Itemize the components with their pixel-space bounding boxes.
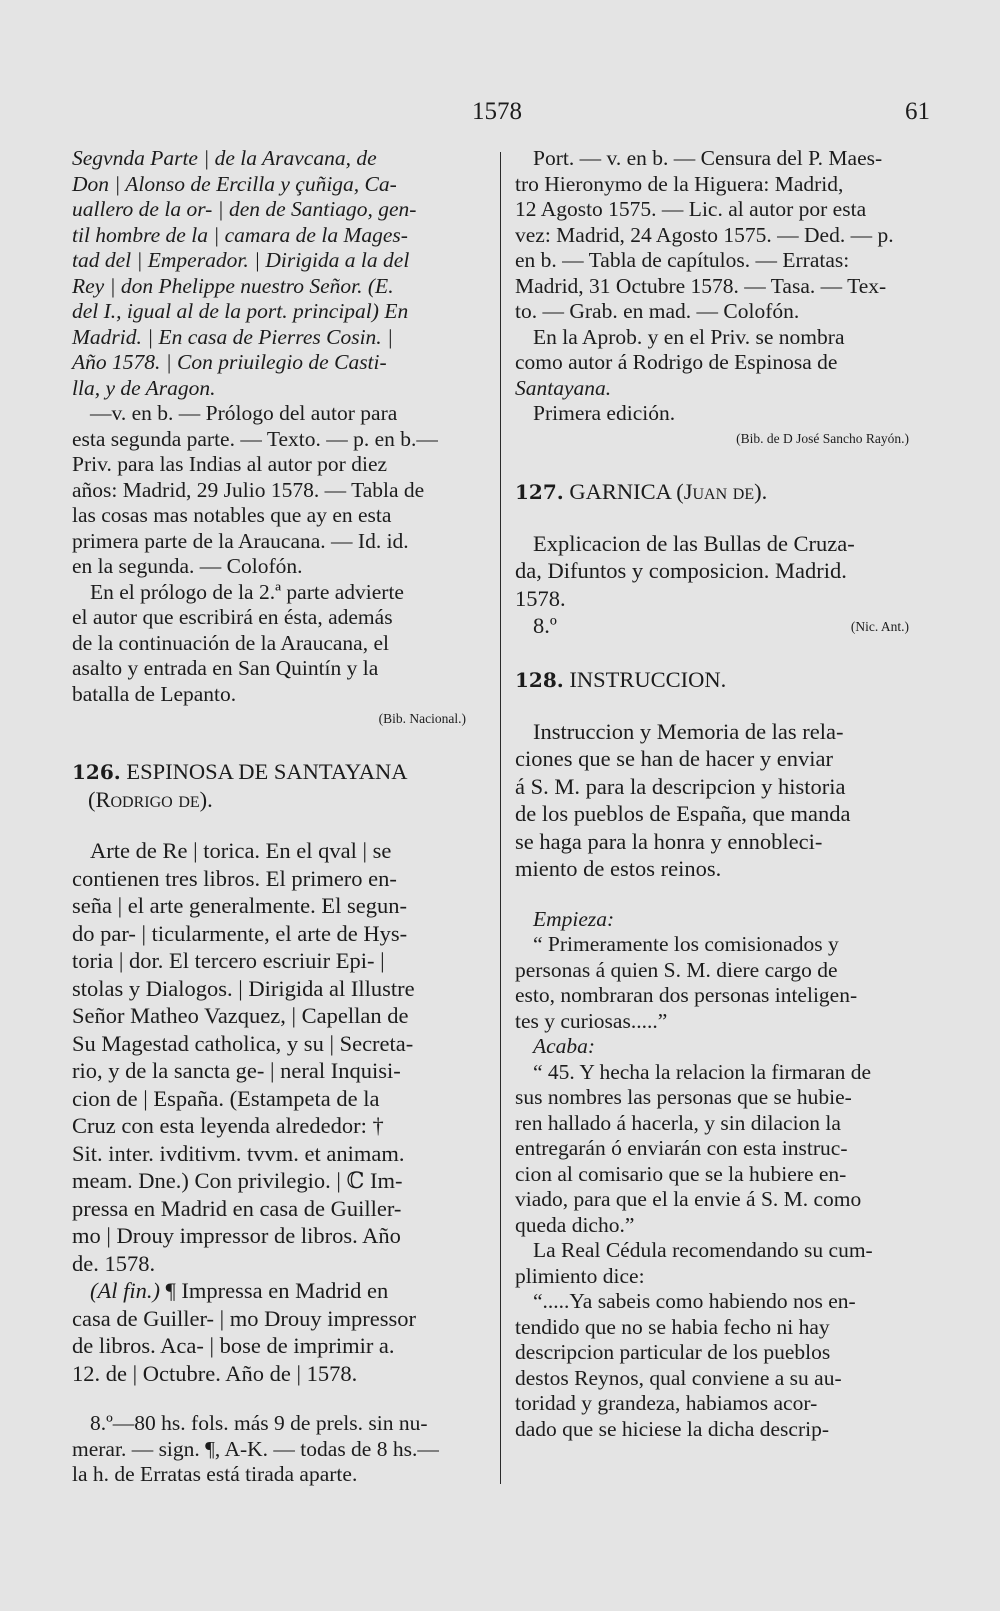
text-line: “.....Ya sabeis como habiendo nos en- [533,1289,856,1313]
text-line: esta segunda parte. — Texto. — p. en b.— [72,426,438,451]
text-line: “ 45. Y hecha la relacion la firmaran de [533,1059,872,1084]
text-line: entregarán ó enviarán con esta instruc- [515,1136,848,1160]
text-line: 12 Agosto 1575. — Lic. al autor por esta [515,197,867,221]
running-head-year: 1578 [472,98,522,125]
text-line: las cosas mas notables que ay en esta [72,503,392,527]
source-citation: (Bib. Nacional.) [378,711,466,726]
text-line: queda dicho.” [515,1212,635,1237]
text-line: Port. — v. en b. — Censura del P. Maes- [533,146,883,170]
text-line: Explicacion de las Bullas de Cruza- [533,530,855,556]
text-line: ¶ Impressa en Madrid en [159,1278,389,1303]
text-line: batalla de Lepanto. [72,681,237,706]
text-line: Sit. inter. ivditivm. tvvm. et animam. [72,1140,405,1166]
text-line: de la continuación de la Araucana, el [72,630,389,655]
entry-number: 126. [72,760,121,784]
text-line: ciones que se han de hacer y enviar [515,746,833,771]
text-line: Señor Matheo Vazquez, | Capellan de [72,1003,409,1028]
text-line: —v. en b. — Prólogo del autor para [90,401,398,425]
text-line: como autor á Rodrigo de Espinosa de [515,350,838,374]
right-column [515,146,933,1442]
text-line: til hombre de la | camara de la Mages- [72,222,408,247]
text-line: Instruccion y Memoria de las rela- [533,718,844,744]
text-line: Madrid, 31 Octubre 1578. — Tasa. — Tex- [515,273,887,298]
edition-note: Primera edición. [533,401,676,425]
text-line: Arte de Re | torica. En el qval | se [90,838,392,863]
entry-number: 127. [515,479,564,504]
entry-incipit [515,907,933,1443]
entry-author: INSTRUCCION. [569,666,727,692]
text-line: tad del | Emperador. | Dirigida a la del [72,248,410,272]
text-line: rio, y de la sancta ge- | neral Inquisi- [72,1058,401,1083]
text-line: Segvnda Parte | de la Aravcana, de [72,146,377,170]
text-line: á S. M. para la descripcion y historia [515,773,846,799]
left-column [72,146,490,1488]
entry-title-128 [515,718,933,883]
text-line: meam. Dne.) Con privilegio. | ℂ Im- [72,1168,403,1193]
colophon-line [72,1277,490,1305]
text-line: Priv. para las Indias al autor por diez [72,452,388,476]
entry-heading-128 [515,666,933,694]
text-line: seña | el arte generalmente. El segun- [72,893,407,918]
text-line: vez: Madrid, 24 Agosto 1575. — Ded. — p. [515,222,894,247]
format: 8.º [533,613,557,638]
text-line: en b. — Tabla de capítulos. — Erratas: [515,248,850,272]
text-line: La Real Cédula recomendando su cum- [533,1238,873,1262]
entry-description [72,401,490,580]
entry-author: ESPINOSA DE SANTAYANA [126,759,408,784]
explicit-label: Acaba: [533,1034,596,1058]
text-line: pressa en Madrid en casa de Guiller- [72,1195,402,1221]
text-line: Su Magestad catholica, y su | Secreta- [72,1030,414,1056]
text-line: del I., igual al de la port. principal) En [72,299,409,323]
column-divider [500,152,501,1484]
text-line: ren hallado á hacerla, y sin dilacion la [515,1110,841,1135]
text-line: primera parte de la Araucana. — Id. id. [72,528,409,553]
text-line: en la segunda. — Colofón. [72,554,303,578]
entry-title-126 [72,837,490,1387]
text-line: contienen tres libros. El primero en- [72,865,397,891]
text-line: toridad y grandeza, habiamos acor- [515,1391,818,1415]
text-line: descripcion particular de los pueblos [515,1340,831,1364]
entry-collation-126 [72,1411,490,1488]
entry-number: 128. [515,667,564,692]
text-line: miento de estos reinos. [515,856,722,881]
text-line: En la Aprob. y en el Priv. se nombra [533,324,845,349]
text-line: do par- | ticularmente, el arte de Hys- [72,920,408,946]
incipit-label: Empieza: [533,906,615,931]
text-line: Cruz con esta leyenda alrededor: † [72,1113,384,1138]
text-line: la h. de Erratas está tirada aparte. [72,1462,358,1486]
entry-author-sub: (Rodrigo de). [88,787,213,812]
text-line: de los pueblos de España, que manda [515,801,851,826]
text-line: el autor que escribirá en ésta, además [72,605,393,629]
text-line: de libros. Aca- | bose de imprimir a. [72,1333,395,1358]
text-line: Rey | don Phelippe nuestro Señor. (E. [72,273,394,298]
text-line: 12. de | Octubre. Año de | 1578. [72,1360,358,1386]
text-line: personas á quien S. M. diere cargo de [515,957,838,982]
text-line: Año 1578. | Con priuilegio de Casti- [72,350,387,374]
text-line: tro Hieronymo de la Higuera: Madrid, [515,171,844,196]
text-line: uallero de la or- | den de Santiago, gen- [72,197,417,221]
page-number: 61 [905,98,930,125]
entry-heading-126 [72,758,490,786]
text-line: toria | dor. El tercero escriuir Epi- | [72,948,385,973]
entry-aprob-note [515,325,933,427]
text-line: merar. — sign. ¶, A-K. — todas de 8 hs.— [72,1436,439,1461]
text-line: destos Reynos, qual conviene a su au- [515,1365,842,1390]
entry-title-continued [72,146,490,401]
text-line: “ Primeramente los comisionados y [533,932,839,956]
text-line: mo | Drouy impressor de libros. Año [72,1223,401,1248]
text-line: se haga para la honra y ennobleci- [515,828,823,854]
text-line: 1578. [515,585,566,611]
source-citation: (Bib. de D José Sancho Rayón.) [736,430,909,446]
text-line: asalto y entrada en San Quintín y la [72,656,379,680]
text-line: tes y curiosas.....” [515,1008,668,1033]
text-line: casa de Guiller- | mo Drouy impressor [72,1305,416,1331]
text-line: años: Madrid, 29 Julio 1578. — Tabla de [72,477,425,502]
text-line: cion de | España. (Estampeta de la [72,1085,380,1111]
text-line: esto, nombraran dos personas inteligen- [515,983,858,1007]
text-line: sus nombres las personas que se hubie- [515,1085,852,1109]
entry-note [72,580,490,708]
text-line: stolas y Dialogos. | Dirigida al Illustre [72,975,415,1001]
text-line: plimiento dice: [515,1263,645,1288]
text-line: cion al comisario que se la hubiere en- [515,1161,847,1186]
source-citation: (Nic. Ant.) [850,618,909,634]
entry-description-continued [515,146,933,325]
text-line: da, Difuntos y composicion. Madrid. [515,558,847,583]
text-line: tendido que no se habia fecho ni hay [515,1314,830,1339]
text-line: viado, para que el la envie á S. M. como [515,1187,862,1211]
text-line: 8.º—80 hs. fols. más 9 de prels. sin nu- [90,1411,428,1435]
entry-author: GARNICA (Juan de). [569,478,768,504]
text-line: Don | Alonso de Ercilla y çuñiga, Ca- [72,171,397,196]
text-line: lla, y de Aragon. [72,375,216,400]
text-line: to. — Grab. en mad. — Colofón. [515,299,800,323]
text-line: Madrid. | En casa de Pierres Cosin. | [72,324,393,349]
text-line: de. 1578. [72,1250,156,1276]
text-line: En el prólogo de la 2.ª parte advierte [90,579,404,604]
colophon-label: (Al fin.) [90,1278,160,1303]
text-line: Santayana. [515,375,612,400]
text-line: dado que se hiciese la dicha descrip- [515,1416,830,1441]
entry-heading-127 [515,478,933,506]
